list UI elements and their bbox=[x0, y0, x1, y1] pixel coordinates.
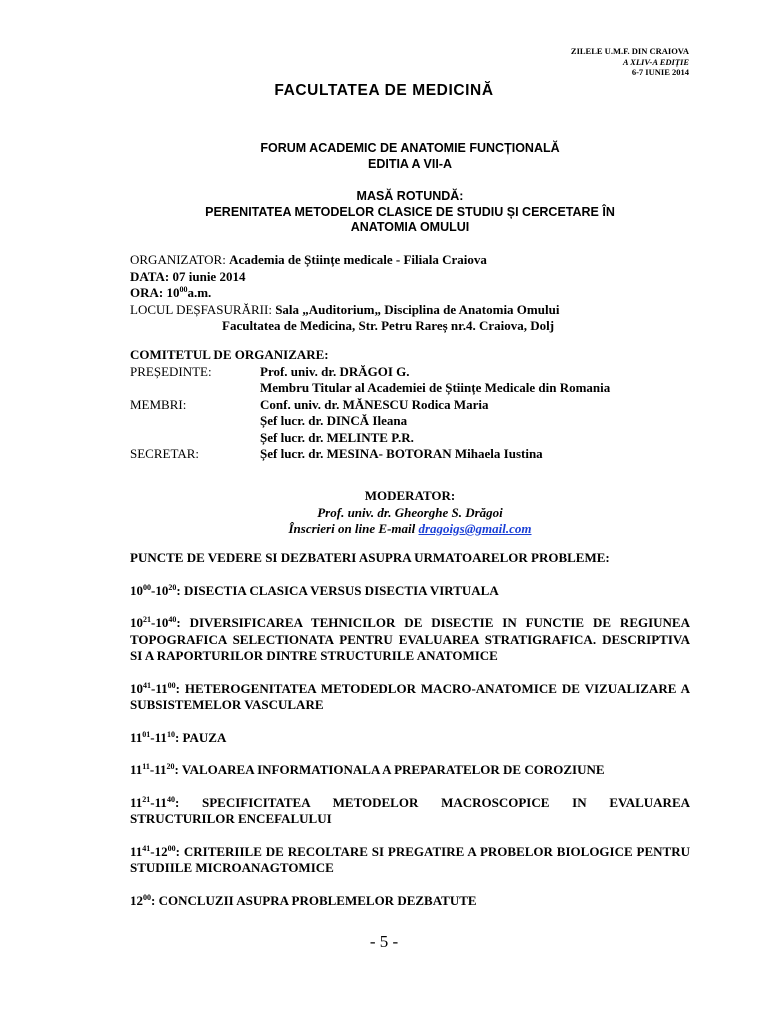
moderator-title: MODERATOR: bbox=[364, 488, 456, 503]
committee-member: Șef lucr. dr. MESINA- BOTORAN Mihaela Iustina bbox=[260, 446, 543, 461]
location-line bbox=[130, 302, 710, 319]
agenda-topic: HETEROGENITATEA METODEDLOR MACRO-ANATOMICE DE VIZUALIZARE A SUBSISTEMELOR VASCULARE bbox=[130, 680, 690, 712]
forum-line-1: FORUM ACADEMIC DE ANATOMIE FUNCȚIONALĂ bbox=[260, 141, 560, 155]
email-link[interactable]: dragoigs@gmail.com bbox=[418, 521, 532, 536]
committee-role: SECRETAR: bbox=[130, 446, 200, 461]
end-hour: 11 bbox=[154, 762, 167, 777]
committee-row bbox=[130, 397, 710, 414]
start-hour: 10 bbox=[130, 615, 143, 630]
committee-role: MEMBRI: bbox=[130, 396, 187, 412]
moderator-name: Prof. univ. dr. Gheorghe S. Drăgoi bbox=[317, 504, 503, 520]
committee-row bbox=[130, 446, 710, 463]
start-minute: 00 bbox=[143, 582, 151, 592]
faculty-title: FACULTATEA DE MEDICINĂ bbox=[274, 82, 494, 99]
time-hour: 10 bbox=[166, 285, 180, 300]
time-label: ORA: bbox=[130, 285, 164, 300]
signup-label: Înscrieri on line E-mail bbox=[288, 521, 416, 536]
agenda-item: $11^{01}-11^{10}$: PAUZA bbox=[130, 729, 227, 745]
end-minute: 00 bbox=[167, 680, 176, 690]
committee-rows bbox=[130, 364, 710, 463]
page-number: - 5 - bbox=[369, 932, 399, 951]
header-line-2: A XLIV-A EDIȚIE bbox=[622, 56, 689, 67]
start-hour: 12 bbox=[130, 892, 143, 908]
end-minute: 20 bbox=[166, 762, 175, 771]
agenda-item: $10^{00}-10^{20}$: DISECTIA CLASICA VERSUS DISECTIA VIRTUALA bbox=[130, 582, 499, 598]
start-minute: 21 bbox=[142, 794, 151, 804]
time-line bbox=[130, 285, 710, 302]
end-hour: 10 bbox=[155, 582, 169, 598]
round-table-line-3: ANATOMIA OMULUI bbox=[350, 220, 470, 234]
forum-title bbox=[130, 141, 690, 172]
agenda-item: $11^{11}-11^{20}$: VALOAREA INFORMATIONALA A PREPARATELOR DE COROZIUNE bbox=[130, 762, 605, 777]
round-table-line-1: MASĂ ROTUNDĂ: bbox=[356, 189, 464, 203]
location-value-2: Facultatea de Medicina, Str. Petru Rareș nr.4. Craiova, Dolj bbox=[222, 318, 555, 333]
round-table-title bbox=[130, 189, 690, 236]
start-minute: 21 bbox=[143, 615, 151, 624]
committee-row bbox=[130, 430, 710, 447]
organizer-value: Academia de Științe medicale - Filiala Craiova bbox=[229, 252, 487, 267]
end-hour: 11 bbox=[154, 794, 167, 810]
committee-member: Membru Titular al Academiei de Științe Medicale din Romania bbox=[260, 380, 611, 395]
forum-line-2: EDITIA A VII-A bbox=[367, 156, 453, 171]
signup-line bbox=[130, 521, 690, 538]
location-label: LOCUL DEȘFASURĂRII: bbox=[130, 301, 272, 317]
agenda bbox=[130, 550, 690, 909]
event-details bbox=[130, 252, 710, 335]
agenda-topic: SPECIFICITATEA METODELOR MACROSCOPICE IN EVALUAREA STRUCTURILOR ENCEFALULUI bbox=[130, 794, 690, 826]
organizer-line bbox=[130, 252, 710, 269]
start-hour: 11 bbox=[130, 794, 143, 810]
date-line bbox=[130, 269, 710, 286]
agenda-item: $12^{00}$: CONCLUZII ASUPRA PROBLEMELOR DEZBATUTE bbox=[130, 892, 477, 908]
start-hour: 10 bbox=[130, 582, 143, 598]
committee-role: PREȘEDINTE: bbox=[130, 363, 212, 379]
agenda-item: $11^{21}-11^{40}$: SPECIFICITATEA METODELOR MACROSCOPICE IN EVALUAREA STRUCTURILOR ENCEFALULUI bbox=[130, 794, 690, 826]
committee-member: Șef lucr. dr. MELINTE P.R. bbox=[260, 429, 414, 445]
organizer-label: ORGANIZATOR: bbox=[130, 252, 226, 267]
location-value-1: Sala „Auditorium„ Disciplina de Anatomia Omului bbox=[275, 301, 560, 317]
end-hour: 10 bbox=[155, 615, 169, 630]
agenda-item: $10^{41}-11^{00}$: HETEROGENITATEA METODEDLOR MACRO-ANATOMICE DE VIZUALIZARE A SUBSISTEMELOR VASCULARE bbox=[130, 680, 690, 712]
end-minute: 00 bbox=[167, 843, 176, 853]
organizing-committee bbox=[130, 347, 710, 463]
committee-row bbox=[130, 380, 710, 397]
moderator-block bbox=[130, 488, 690, 538]
start-hour: 10 bbox=[130, 680, 143, 696]
start-hour: 11 bbox=[130, 729, 143, 745]
committee-member: Șef lucr. dr. DINCĂ Ileana bbox=[260, 413, 408, 428]
committee-row bbox=[130, 364, 710, 381]
start-minute: 41 bbox=[142, 843, 151, 853]
agenda-topic: CRITERIILE DE RECOLTARE SI PREGATIRE A PROBELOR BIOLOGICE PENTRU STUDIILE MICROANAGTOMICE bbox=[130, 843, 690, 875]
start-hour: 11 bbox=[130, 843, 143, 859]
start-minute: 11 bbox=[142, 762, 150, 771]
start-minute: 01 bbox=[142, 729, 151, 739]
end-minute: 10 bbox=[166, 729, 175, 739]
end-hour: 11 bbox=[154, 729, 167, 745]
committee-member: Conf. univ. dr. MĂNESCU Rodica Maria bbox=[260, 396, 489, 412]
date-label: DATA: bbox=[130, 268, 170, 284]
end-hour: 12 bbox=[154, 843, 168, 859]
end-hour: 11 bbox=[155, 680, 168, 696]
end-minute: 20 bbox=[168, 582, 177, 592]
agenda-topic: VALOAREA INFORMATIONALA A PREPARATELOR DE COROZIUNE bbox=[181, 762, 605, 777]
committee-title: COMITETUL DE ORGANIZARE: bbox=[130, 347, 329, 362]
header-line-1: ZILELE U.M.F. DIN CRAIOVA bbox=[570, 46, 689, 56]
end-minute: 40 bbox=[166, 794, 175, 804]
agenda-topic: PAUZA bbox=[182, 729, 227, 745]
committee-row bbox=[130, 413, 710, 430]
agenda-topic: DISECTIA CLASICA VERSUS DISECTIA VIRTUALA bbox=[183, 582, 499, 598]
time-suffix: a.m. bbox=[187, 285, 212, 300]
agenda-item: $11^{41}-12^{00}$: CRITERIILE DE RECOLTARE SI PREGATIRE A PROBELOR BIOLOGICE PENTRU STUDIILE MICROANAGTOMICE bbox=[130, 843, 690, 875]
agenda-items bbox=[130, 583, 690, 910]
agenda-item: $10^{21}-10^{40}$: DIVERSIFICAREA TEHNICILOR DE DISECTIE IN FUNCTIE DE REGIUNEA TOPOGRAFICA SELECTIONATA PENTRU EVALUAREA STRATIGRAFICA. DESCRIPTIVA SI A RAPORTURILOR DINTRE STRUCTURILE ANATOMICE bbox=[130, 615, 690, 663]
date-value: 07 iunie 2014 bbox=[172, 268, 246, 284]
round-table-line-2: PERENITATEA METODELOR CLASICE DE STUDIU ȘI CERCETARE ÎN bbox=[205, 204, 615, 219]
agenda-topic: DIVERSIFICAREA TEHNICILOR DE DISECTIE IN FUNCTIE DE REGIUNEA TOPOGRAFICA SELECTIONATA PENTRU EVALUAREA STRATIGRAFICA. DESCRIPTIVA SI A RAPORTURILOR DINTRE STRUCTURILE ANATOMICE bbox=[130, 615, 690, 663]
start-minute: 00 bbox=[143, 892, 151, 902]
agenda-topic: CONCLUZII ASUPRA PROBLEMELOR DEZBATUTE bbox=[158, 892, 477, 908]
header-line-3: 6-7 IUNIE 2014 bbox=[631, 67, 689, 77]
event-header bbox=[571, 46, 689, 78]
time-minutes: 00 bbox=[179, 285, 188, 294]
end-minute: 40 bbox=[168, 615, 177, 624]
start-hour: 11 bbox=[130, 762, 143, 777]
agenda-intro: PUNCTE DE VEDERE SI DEZBATERI ASUPRA URMATOARELOR PROBLEME: bbox=[130, 550, 610, 565]
start-minute: 41 bbox=[143, 680, 151, 690]
committee-member: Prof. univ. dr. DRĂGOI G. bbox=[260, 363, 410, 379]
